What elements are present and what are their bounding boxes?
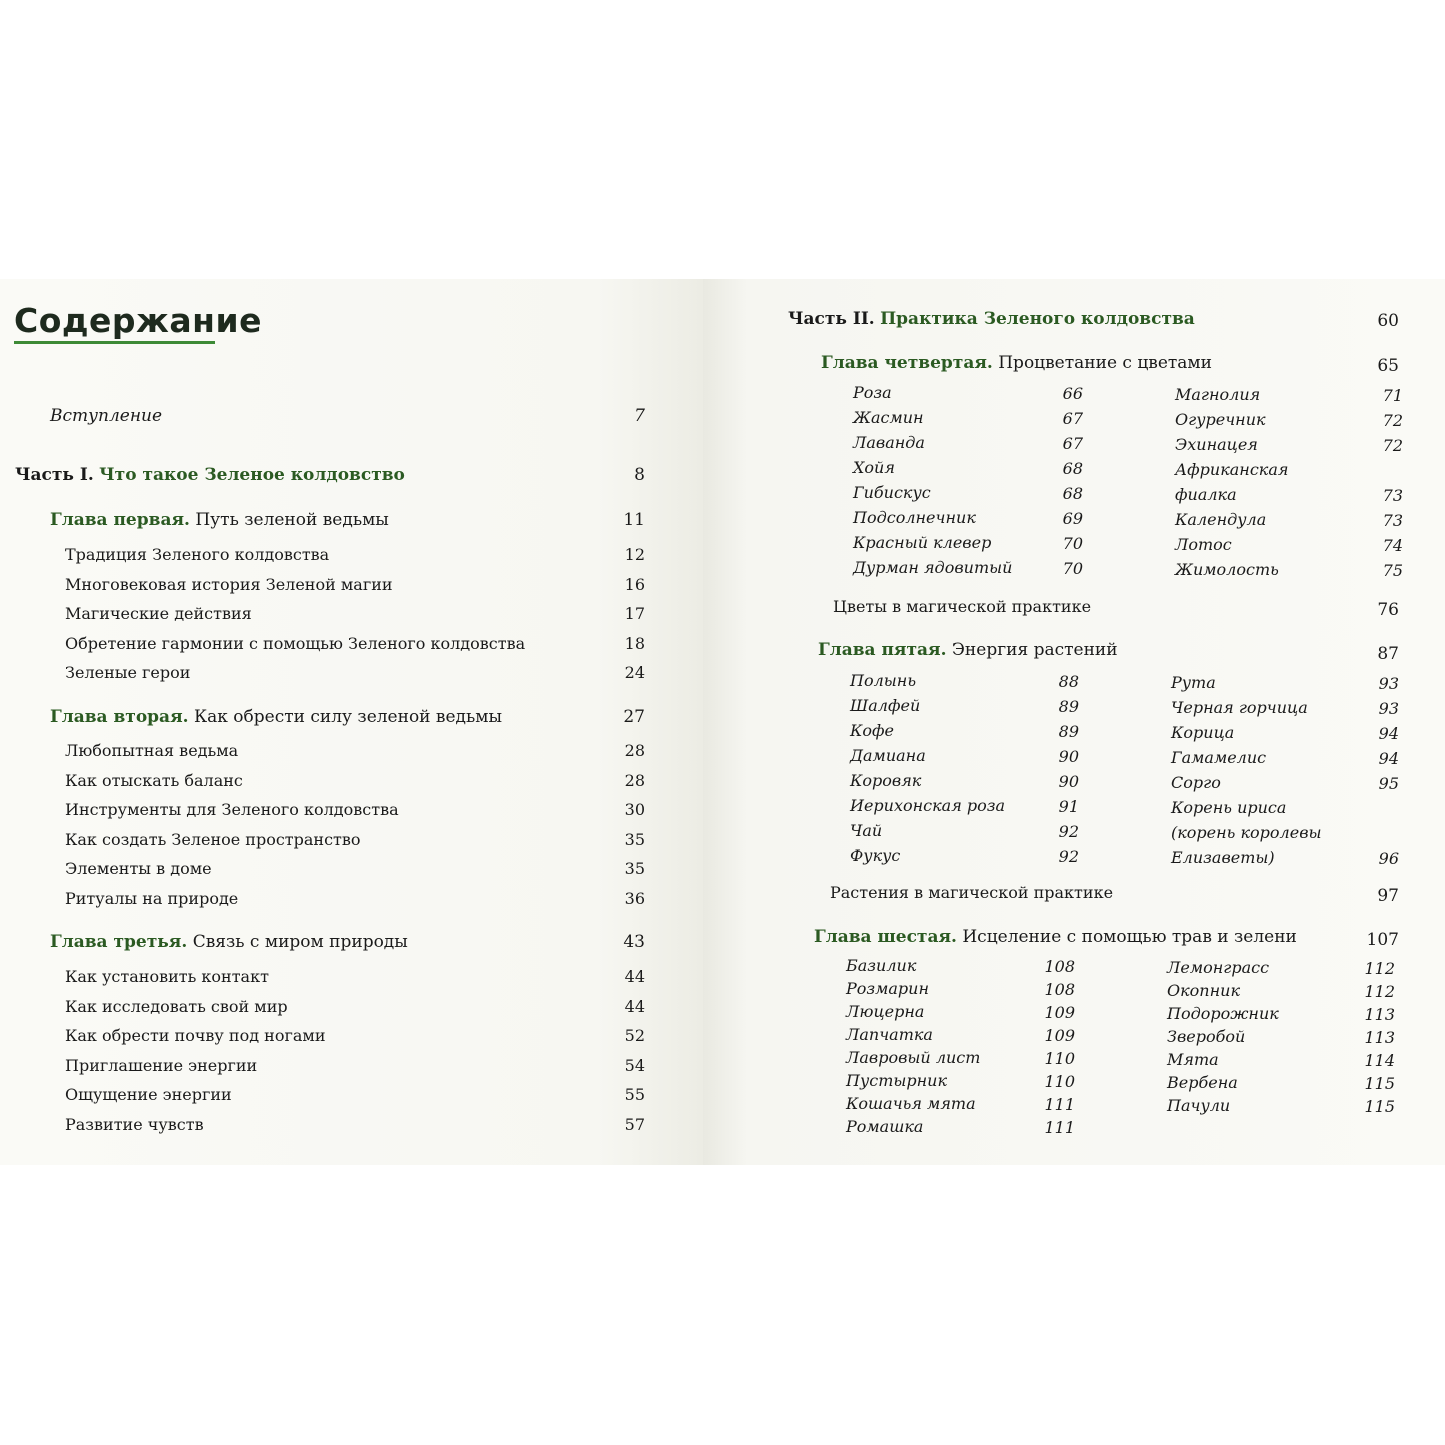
list-item-page: 68 bbox=[1062, 484, 1083, 503]
list-item-label: Лаванда bbox=[853, 433, 925, 452]
book-spread bbox=[0, 279, 1445, 1165]
list-item-label: Полынь bbox=[850, 671, 917, 690]
list-item-page: 89 bbox=[1058, 722, 1079, 741]
ch5-page: 87 bbox=[1377, 644, 1399, 664]
list-item-page: 67 bbox=[1062, 409, 1083, 428]
ch3-title: Связь с миром природы bbox=[192, 932, 408, 952]
list-item-label: Эхинацея bbox=[1175, 435, 1258, 454]
list-item-page: 94 bbox=[1378, 749, 1399, 768]
list-item-label: Ромашка bbox=[846, 1117, 924, 1136]
list-item-page: 108 bbox=[1044, 980, 1075, 999]
list-item-label: Зеленые герои bbox=[65, 663, 191, 682]
list-item-page: 110 bbox=[1044, 1072, 1075, 1091]
list-item-page: 72 bbox=[1382, 411, 1403, 430]
list-item-label: Дурман ядовитый bbox=[853, 558, 1013, 577]
list-item-label: Любопытная ведьма bbox=[65, 741, 239, 760]
list-item-label: Шалфей bbox=[850, 696, 921, 715]
list-item-page: 75 bbox=[1382, 561, 1403, 580]
list-item-page: 44 bbox=[624, 996, 645, 1016]
list-item-label: Рута bbox=[1171, 673, 1216, 692]
intro-page: 7 bbox=[634, 406, 645, 426]
list-item-page: 88 bbox=[1058, 672, 1079, 691]
list-item-page: 73 bbox=[1382, 486, 1403, 505]
list-item-label: Черная горчица bbox=[1171, 698, 1308, 717]
list-item-page: 16 bbox=[624, 574, 645, 594]
list-item-label: фиалка bbox=[1175, 485, 1237, 504]
list-item-page: 35 bbox=[624, 829, 645, 849]
ch1-prefix: Глава первая. bbox=[50, 510, 190, 530]
list-item-page: 95 bbox=[1378, 774, 1399, 793]
list-item-page: 109 bbox=[1044, 1003, 1075, 1022]
list-item-label: Хойя bbox=[853, 458, 895, 477]
ch4-page: 65 bbox=[1377, 356, 1399, 376]
ch1-title: Путь зеленой ведьмы bbox=[195, 510, 389, 530]
list-item-label: Чай bbox=[850, 821, 883, 840]
list-item-page: 94 bbox=[1378, 724, 1399, 743]
list-item-label: Иерихонская роза bbox=[850, 796, 1006, 815]
ch4-practice-label: Цветы в магической практике bbox=[833, 597, 1092, 616]
list-item-page: 89 bbox=[1058, 697, 1079, 716]
ch5-title: Энергия растений bbox=[951, 640, 1118, 660]
intro-label: Вступление bbox=[50, 406, 163, 426]
list-item-label: Жасмин bbox=[853, 408, 924, 427]
part2-heading bbox=[788, 309, 1195, 329]
list-item-label: Магнолия bbox=[1175, 385, 1261, 404]
ch6-title: Исцеление с помощью трав и зелени bbox=[962, 927, 1297, 947]
list-item-page: 28 bbox=[624, 770, 645, 790]
list-item-label: Базилик bbox=[846, 956, 917, 975]
ch6-heading bbox=[814, 927, 1297, 947]
part1-page: 8 bbox=[634, 465, 645, 485]
list-item-page: 96 bbox=[1378, 849, 1399, 868]
list-item-page: 74 bbox=[1382, 536, 1403, 555]
list-item-page: 71 bbox=[1382, 386, 1403, 405]
list-item-page: 110 bbox=[1044, 1049, 1075, 1068]
ch2-prefix: Глава вторая. bbox=[50, 707, 189, 727]
list-item-page: 92 bbox=[1058, 847, 1079, 866]
list-item-page: 52 bbox=[624, 1026, 645, 1045]
list-item-label: Мята bbox=[1167, 1050, 1219, 1069]
list-item-label: Календула bbox=[1175, 510, 1267, 529]
list-item-page: 70 bbox=[1062, 559, 1083, 578]
list-item-page: 91 bbox=[1058, 797, 1079, 816]
list-item-page: 35 bbox=[624, 859, 645, 878]
list-item-label: Огуречник bbox=[1175, 410, 1266, 429]
list-item-label: Как обрести почву под ногами bbox=[65, 1026, 326, 1045]
ch4-practice-page: 76 bbox=[1377, 600, 1399, 620]
list-item-label: Роза bbox=[853, 383, 892, 402]
list-item-page: 93 bbox=[1378, 674, 1399, 693]
list-item-label: Люцерна bbox=[846, 1002, 925, 1021]
page-title: Содержание bbox=[14, 301, 262, 340]
list-item-page: 111 bbox=[1044, 1118, 1075, 1137]
ch5-practice-page: 97 bbox=[1377, 886, 1399, 906]
list-item-page: 113 bbox=[1364, 1005, 1395, 1024]
list-item-page: 69 bbox=[1062, 509, 1083, 528]
ch3-prefix: Глава третья. bbox=[50, 932, 188, 952]
list-item-page: 111 bbox=[1044, 1095, 1075, 1114]
list-item-label: Корица bbox=[1171, 723, 1235, 742]
ch3-heading bbox=[50, 932, 408, 952]
list-item-label: Сорго bbox=[1171, 773, 1221, 792]
list-item-label: Гибискус bbox=[853, 483, 931, 502]
list-item-label: Кошачья мята bbox=[846, 1094, 976, 1113]
ch4-heading bbox=[821, 353, 1212, 373]
ch6-page: 107 bbox=[1366, 930, 1399, 950]
part1-title: Что такое Зеленое колдовство bbox=[99, 465, 405, 485]
list-item-label: Лемонграсс bbox=[1167, 958, 1270, 977]
list-item-page: 66 bbox=[1062, 384, 1083, 403]
list-item-page: 92 bbox=[1058, 822, 1079, 841]
list-item-page: 57 bbox=[624, 1114, 645, 1134]
list-item-label: Коровяк bbox=[850, 771, 922, 790]
part1-heading bbox=[15, 465, 405, 485]
list-item-label: Лавровый лист bbox=[846, 1048, 981, 1067]
list-item-label: Корень ириса bbox=[1171, 798, 1287, 817]
ch5-practice-label: Растения в магической практике bbox=[830, 883, 1114, 902]
list-item-label: Пустырник bbox=[846, 1071, 948, 1090]
list-item-page: 30 bbox=[624, 800, 645, 819]
list-item-label: Красный клевер bbox=[853, 533, 992, 552]
list-item-page: 28 bbox=[624, 741, 645, 760]
list-item-label: Фукус bbox=[850, 846, 901, 865]
list-item-label: Инструменты для Зеленого колдовства bbox=[65, 800, 399, 819]
list-item-page: 114 bbox=[1364, 1051, 1395, 1070]
right-page bbox=[703, 279, 1445, 1165]
title-underline bbox=[14, 341, 215, 344]
list-item-page: 55 bbox=[624, 1085, 645, 1104]
list-item-page: 93 bbox=[1378, 699, 1399, 718]
list-item-page: 68 bbox=[1062, 459, 1083, 478]
ch5-prefix: Глава пятая. bbox=[818, 640, 947, 660]
list-item-label: Зверобой bbox=[1167, 1027, 1246, 1046]
ch2-page: 27 bbox=[623, 707, 645, 727]
ch3-page: 43 bbox=[623, 932, 645, 952]
list-item-page: 17 bbox=[624, 604, 645, 623]
ch2-title: Как обрести силу зеленой ведьмы bbox=[193, 707, 503, 727]
list-item-label: (корень королевы bbox=[1171, 823, 1322, 842]
list-item-page: 73 bbox=[1382, 511, 1403, 530]
list-item-label: Ритуалы на природе bbox=[65, 888, 239, 908]
list-item-page: 113 bbox=[1364, 1028, 1395, 1047]
list-item-label: Развитие чувств bbox=[65, 1114, 204, 1134]
list-item-page: 90 bbox=[1058, 747, 1079, 766]
list-item-page: 115 bbox=[1364, 1074, 1395, 1093]
list-item-label: Подорожник bbox=[1167, 1004, 1279, 1023]
list-item-page: 70 bbox=[1062, 534, 1083, 553]
list-item-page: 112 bbox=[1364, 982, 1395, 1001]
list-item-label: Ощущение энергии bbox=[65, 1085, 232, 1104]
list-item-label: Многовековая история Зеленой магии bbox=[65, 574, 393, 594]
list-item-label: Как создать Зеленое пространство bbox=[65, 829, 361, 849]
list-item-label: Кофе bbox=[850, 721, 895, 740]
list-item-page: 90 bbox=[1058, 772, 1079, 791]
list-item-page: 108 bbox=[1044, 957, 1075, 976]
ch4-prefix: Глава четвертая. bbox=[821, 353, 993, 373]
list-item-label: Лотос bbox=[1175, 535, 1232, 554]
left-page bbox=[0, 279, 703, 1165]
part2-page: 60 bbox=[1377, 311, 1399, 331]
list-item-label: Магические действия bbox=[65, 604, 252, 623]
ch5-heading bbox=[818, 640, 1118, 660]
list-item-label: Африканская bbox=[1175, 460, 1289, 479]
list-item-page: 24 bbox=[624, 663, 645, 682]
list-item-page: 109 bbox=[1044, 1026, 1075, 1045]
list-item-label: Как исследовать свой мир bbox=[65, 996, 288, 1016]
list-item-label: Гамамелис bbox=[1171, 748, 1267, 767]
ch4-title: Процветание с цветами bbox=[998, 353, 1212, 373]
list-item-label: Как установить контакт bbox=[65, 967, 269, 986]
list-item-label: Дамиана bbox=[850, 746, 926, 765]
list-item-label: Как отыскать баланс bbox=[65, 770, 243, 790]
list-item-label: Приглашение энергии bbox=[65, 1055, 258, 1075]
list-item-label: Окопник bbox=[1167, 981, 1241, 1000]
list-item-label: Подсолнечник bbox=[853, 508, 976, 527]
list-item-label: Вербена bbox=[1167, 1073, 1238, 1092]
ch1-page: 11 bbox=[623, 510, 645, 530]
list-item-label: Традиция Зеленого колдовства bbox=[65, 545, 330, 564]
list-item-page: 44 bbox=[624, 967, 645, 986]
list-item-page: 54 bbox=[624, 1055, 645, 1075]
list-item-label: Пачули bbox=[1167, 1096, 1231, 1115]
list-item-page: 67 bbox=[1062, 434, 1083, 453]
ch2-heading bbox=[50, 707, 502, 727]
list-item-label: Элементы в доме bbox=[65, 859, 212, 878]
list-item-label: Обретение гармонии с помощью Зеленого колдовства bbox=[65, 633, 526, 653]
list-item-page: 36 bbox=[624, 888, 645, 908]
ch1-heading bbox=[50, 510, 389, 530]
ch6-prefix: Глава шестая. bbox=[814, 927, 957, 947]
list-item-page: 72 bbox=[1382, 436, 1403, 455]
list-item-label: Елизаветы) bbox=[1171, 848, 1275, 867]
list-item-page: 18 bbox=[624, 633, 645, 653]
part2-title: Практика Зеленого колдовства bbox=[880, 309, 1195, 329]
list-item-page: 112 bbox=[1364, 959, 1395, 978]
list-item-page: 12 bbox=[624, 545, 645, 564]
list-item-label: Розмарин bbox=[846, 979, 930, 998]
list-item-page: 115 bbox=[1364, 1097, 1395, 1116]
list-item-label: Лапчатка bbox=[846, 1025, 933, 1044]
part1-prefix: Часть I. bbox=[15, 465, 94, 485]
part2-prefix: Часть II. bbox=[788, 309, 875, 329]
list-item-label: Жимолость bbox=[1175, 560, 1279, 579]
